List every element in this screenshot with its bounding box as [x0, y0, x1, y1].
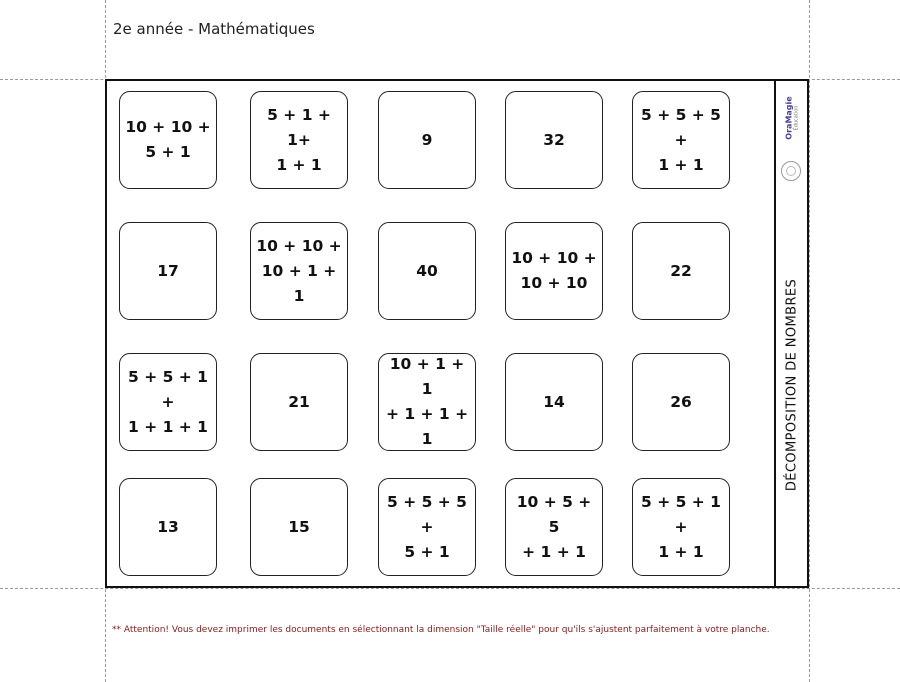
card-1-3[interactable] [378, 91, 476, 189]
card-2-3[interactable] [378, 222, 476, 320]
card-3-5[interactable] [632, 353, 730, 451]
card-4-5[interactable] [632, 478, 730, 576]
card-label: 5 + 1 + 1+ 1 + 1 [267, 105, 331, 174]
card-label: 40 [416, 261, 438, 280]
card-label: 15 [288, 517, 310, 536]
card-2-5[interactable] [632, 222, 730, 320]
card-4-1[interactable] [119, 478, 217, 576]
brand-subtitle: Éducation [793, 105, 800, 131]
card-4-4[interactable] [505, 478, 603, 576]
game-board [105, 79, 809, 588]
card-1-2[interactable] [250, 91, 348, 189]
card-1-4[interactable] [505, 91, 603, 189]
card-label: 9 [421, 130, 433, 149]
card-3-1[interactable] [119, 353, 217, 451]
guide-line-right [809, 0, 810, 682]
card-label: 10 + 1 + 1 + 1 + 1 + 1 [385, 355, 469, 448]
card-4-3[interactable] [378, 478, 476, 576]
card-label: 5 + 5 + 1 + 1 + 1 + 1 [128, 367, 208, 436]
card-label: 17 [157, 261, 179, 280]
card-label: 21 [288, 392, 310, 411]
card-1-5[interactable] [632, 91, 730, 189]
card-label: 10 + 10 + 5 + 1 [125, 118, 211, 161]
card-label: 5 + 5 + 1 + 1 + 1 [641, 492, 721, 561]
seal-icon [781, 161, 801, 181]
card-label: 10 + 10 + 10 + 1 + 1 [256, 236, 342, 305]
card-3-2[interactable] [250, 353, 348, 451]
card-label: 13 [157, 517, 179, 536]
card-3-4[interactable] [505, 353, 603, 451]
card-3-3[interactable] [378, 353, 476, 451]
card-4-2[interactable] [250, 478, 348, 576]
brand-name: OraMagie [784, 96, 794, 140]
guide-line-bottom [0, 588, 900, 589]
print-warning-note: ** Attention! Vous devez imprimer les documents en sélectionnant la dimension "Taille réelle" pour qu'ils s'ajustent parfaitement à votre planche. [112, 625, 770, 635]
card-label: 22 [670, 261, 692, 280]
card-label: 26 [670, 392, 692, 411]
card-label: 10 + 10 + 10 + 10 [511, 249, 597, 292]
card-label: 10 + 5 + 5 + 1 + 1 [516, 492, 592, 561]
brand-logo [785, 96, 800, 139]
card-label: 5 + 5 + 5 + 1 + 1 [641, 105, 721, 174]
page-title: 2e année - Mathématiques [113, 20, 315, 38]
card-1-1[interactable] [119, 91, 217, 189]
board-title: DÉCOMPOSITION DE NOMBRES [784, 278, 800, 492]
card-label: 32 [543, 130, 565, 149]
card-2-2[interactable] [250, 222, 348, 320]
card-label: 5 + 5 + 5 + 5 + 1 [387, 492, 467, 561]
card-2-4[interactable] [505, 222, 603, 320]
card-label: 14 [543, 392, 565, 411]
card-2-1[interactable] [119, 222, 217, 320]
